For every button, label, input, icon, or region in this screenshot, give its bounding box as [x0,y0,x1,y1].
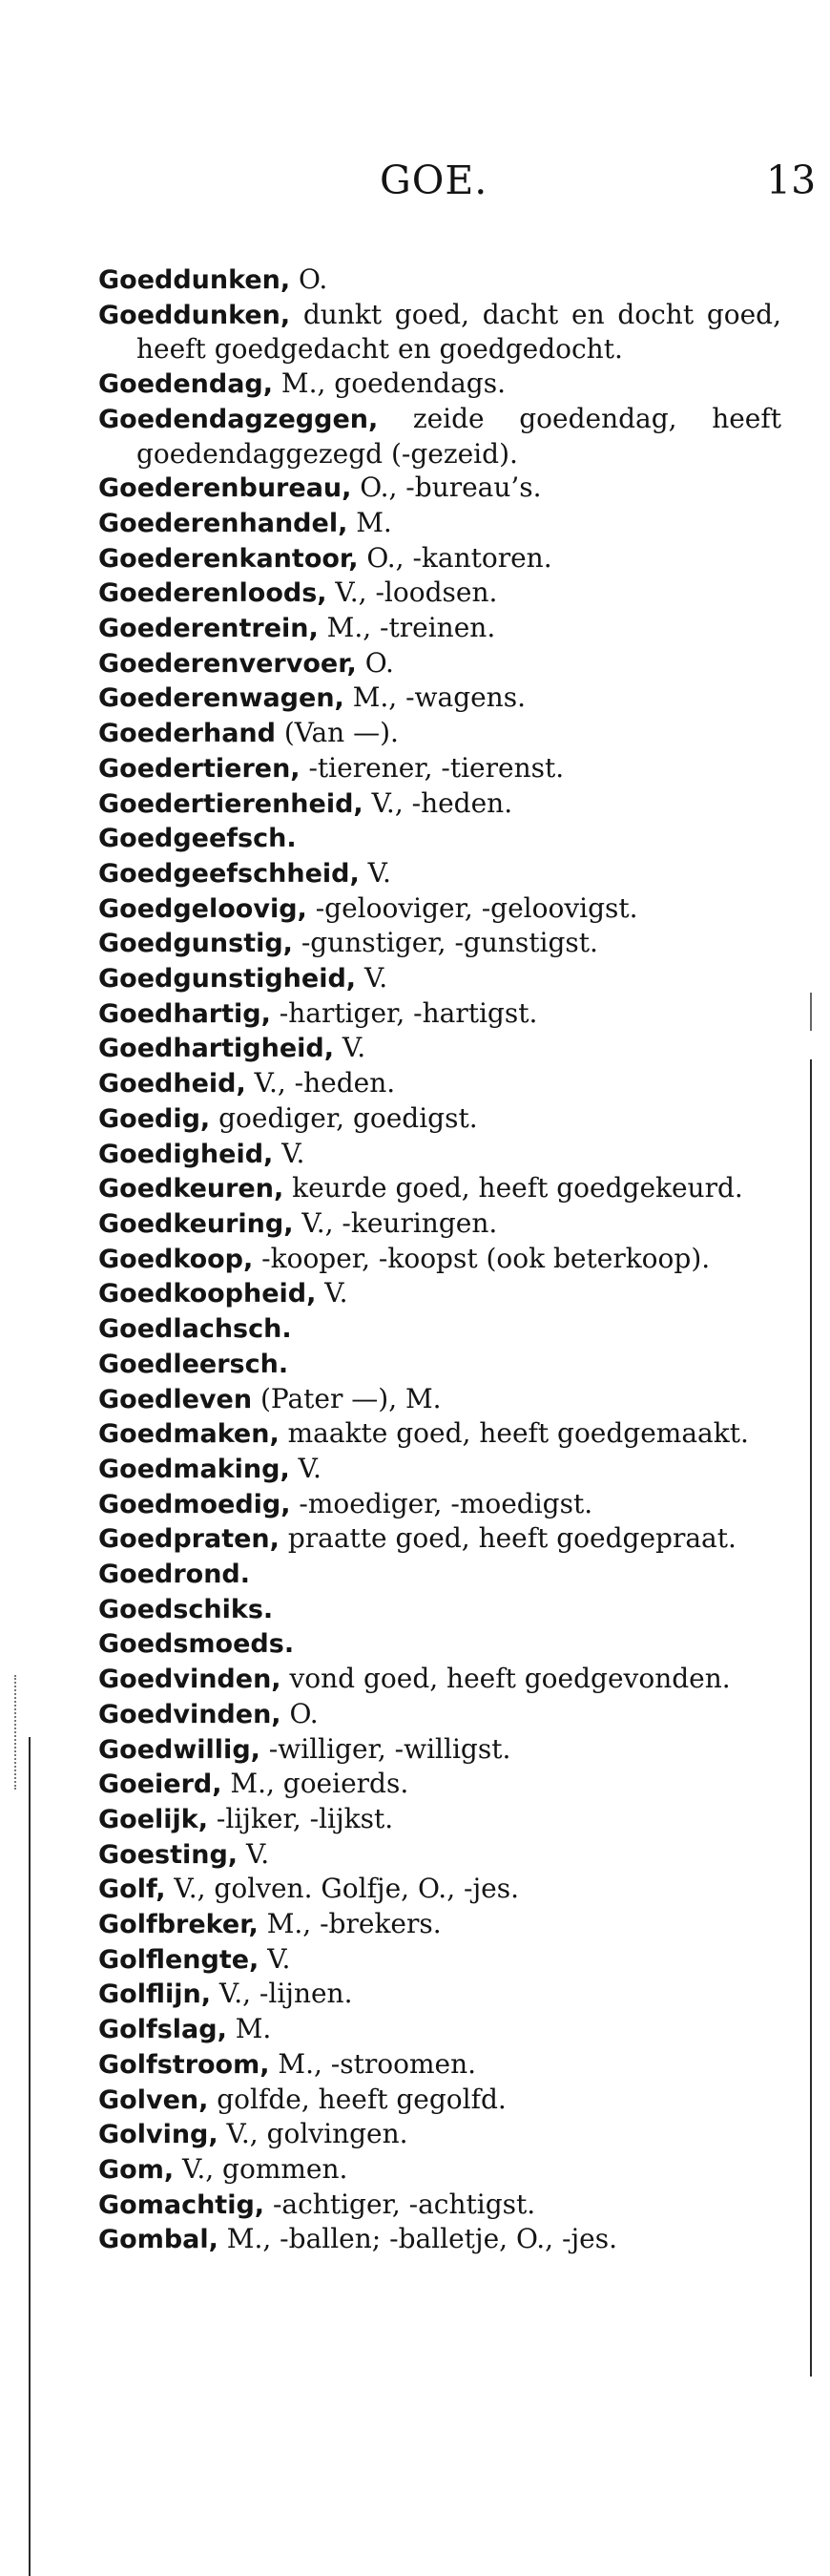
entry-headword: Goedleersch. [98,1349,289,1379]
dictionary-entry [98,1872,781,1907]
entry-definition: -gelooviger, -geloovigst. [306,891,638,924]
entry-headword: Goedmoedig, [98,1489,291,1519]
entry-definition: zeide goedendag, heeft goedendaggezegd (-gezeid). [136,402,781,470]
dictionary-entry [98,891,781,927]
entry-definition: -lijker, -lijkst. [208,1802,394,1834]
entry-headword: Goedigheid, [98,1139,274,1169]
dictionary-entry [98,751,781,786]
dictionary-entry [98,996,781,1032]
dictionary-entry [98,1101,781,1137]
entry-headword: Goedertieren, [98,753,301,784]
entry-definition: M. [226,2013,272,2045]
dictionary-entry [98,1206,781,1242]
dictionary-entry [98,402,781,471]
entry-definition: goediger, goedigst. [210,1101,478,1134]
entry-headword: Goedertierenheid, [98,788,363,819]
dictionary-entry [98,1732,781,1768]
entry-definition: -hartiger, -hartigst. [270,996,538,1029]
dictionary-entry [98,1977,781,2012]
entry-headword: Goederenvervoer, [98,648,357,679]
entry-headword: Goedhartig, [98,998,271,1029]
entry-definition: M., -stroomen. [269,2047,477,2080]
entry-definition: V., -heden. [363,786,513,819]
dictionary-entry [98,681,781,716]
dictionary-entry [98,646,781,681]
entry-headword: Goedvinden, [98,1665,281,1695]
entry-definition: golfde, heeft gegolfd. [208,2083,507,2115]
entry-definition: V. [316,1277,348,1309]
entry-headword: Goedgunstigheid, [98,964,357,995]
entry-definition: O., -bureau’s. [351,471,542,504]
dictionary-entry [98,541,781,576]
entry-headword: Goelijk, [98,1804,209,1834]
entry-headword: Goederenhandel, [98,508,348,538]
entry-definition: -gunstiger, -gunstigst. [292,927,598,959]
entry-definition: M., goeierds. [221,1768,409,1800]
entry-definition: V. [333,1032,366,1064]
entry-headword: Goedgeefschheid, [98,858,360,889]
entry-headword: Golven, [98,2084,209,2115]
entry-headword: Goedhartigheid, [98,1034,334,1064]
entry-definition: vond goed, heeft goedgevonden. [280,1663,731,1695]
entry-headword: Golflijn, [98,1979,211,2010]
entry-definition: praatte goed, heeft goedgepraat. [279,1522,737,1555]
dictionary-entry [98,1416,781,1452]
dictionary-entry [98,2188,781,2223]
entry-definition: V., -loodsen. [326,576,498,609]
entry-headword: Goedpraten, [98,1524,280,1555]
margin-rule-right [810,1059,812,2377]
entry-headword: Goeierd, [98,1770,222,1800]
dictionary-entry [98,1907,781,1942]
entry-headword: Goedkoop, [98,1244,254,1274]
entry-headword: Goedgeefsch. [98,824,297,854]
dictionary-entry [98,1837,781,1873]
entry-headword: Goedleven [98,1384,253,1414]
dictionary-entry [98,262,781,298]
entry-headword: Gom, [98,2154,175,2185]
dictionary-entry [98,1171,781,1206]
dictionary-entry [98,1942,781,1978]
entry-headword: Goedkeuren, [98,1174,284,1204]
entry-definition: maakte goed, heeft goedgemaakt. [279,1417,749,1450]
margin-rule-right-top [810,993,812,1031]
dictionary-entry [98,2047,781,2083]
entry-definition: -williger, -willigst. [259,1732,511,1765]
entry-definition: -moediger, -moedigst. [290,1487,593,1519]
entry-definition: V. [259,1942,291,1975]
dictionary-entry [98,716,781,751]
entry-headword: Goedgunstig, [98,929,293,959]
entry-definition: V., golvingen. [218,2118,408,2150]
entry-headword: Goedig, [98,1103,211,1134]
entry-headword: Goedsmoeds. [98,1629,295,1660]
dictionary-entry [98,1802,781,1837]
entry-headword: Golf, [98,1874,166,1905]
dictionary-entry [98,1031,781,1066]
entry-headword: Goedkeuring, [98,1208,294,1239]
entry-headword: Goederentrein, [98,614,319,644]
entry-headword: Goedendag, [98,369,274,400]
entry-headword: Goeddunken, [98,265,291,295]
entry-definition: V., gommen. [174,2152,348,2185]
dictionary-entry [98,2222,781,2257]
entry-definition: O., -kantoren. [358,541,552,574]
dictionary-entry [98,1311,781,1347]
dictionary-entry [98,471,781,506]
page-header [0,157,830,215]
entry-headword: Goedheid, [98,1069,246,1100]
entry-definition: V., -heden. [245,1067,396,1100]
entry-definition: V. [273,1137,305,1169]
dictionary-entry [98,961,781,996]
entry-definition: M., goedendags. [273,367,506,400]
entry-definition: M. [347,506,392,538]
entry-headword: Goedendagzeggen, [98,404,379,434]
entry-headword: Goederhand [98,719,276,749]
entry-headword: Goederenwagen, [98,683,344,714]
entry-headword: Goederenkantoor, [98,543,359,574]
entry-headword: Goedkoopheid, [98,1279,317,1309]
entry-headword: Gomachtig, [98,2189,265,2220]
entry-definition: M., -ballen; -balletje, O., -jes. [218,2223,617,2255]
entry-definition: V. [238,1837,270,1870]
entry-headword: Goedlachsch. [98,1314,292,1345]
dictionary-entry [98,1521,781,1557]
entry-definition: V. [289,1452,322,1484]
entry-definition: V., golven. Golfje, O., -jes. [165,1873,519,1905]
dictionary-entry [98,1382,781,1417]
entry-headword: Goedwillig, [98,1734,260,1765]
dictionary-entry [98,2117,781,2152]
dictionary-entry [98,1767,781,1802]
dictionary-entry [98,1347,781,1382]
dictionary-entry [98,786,781,822]
entry-definition: O. [356,646,394,679]
dictionary-entry [98,1066,781,1101]
entry-definition: dunkt goed, dacht en docht goed, heeft goedgedacht en goedgedocht. [136,298,781,366]
dictionary-entry [98,1487,781,1522]
entry-headword: Goedmaken, [98,1419,280,1450]
entry-definition: V., -lijnen. [210,1978,353,2010]
entry-headword: Golfbreker, [98,1910,259,1940]
dictionary-entry [98,1697,781,1732]
dictionary-entry [98,1662,781,1697]
entry-definition: keurde goed, heeft goedgekeurd. [283,1172,743,1204]
dictionary-entry [98,926,781,961]
margin-rule-left [29,1737,31,2576]
entry-definition: V., -keuringen. [293,1206,498,1239]
entry-definition: V. [356,962,388,995]
dictionary-entry [98,1452,781,1487]
entry-headword: Goedvinden, [98,1699,281,1729]
dictionary-entry [98,856,781,891]
dictionary-entry [98,2012,781,2047]
entry-headword: Golflengte, [98,1944,259,1975]
entry-headword: Golving, [98,2120,218,2150]
dictionary-entry [98,1242,781,1277]
entry-headword: Goesting, [98,1839,239,1870]
entry-headword: Goedrond. [98,1560,251,1590]
entry-definition: M., -brekers. [258,1908,442,1940]
dictionary-entry [98,1626,781,1662]
dictionary-entry [98,1276,781,1311]
entry-definition: -tierener, -tierenst. [300,751,565,784]
entry-definition: M., -wagens. [343,681,526,714]
entry-definition: (Pater —), M. [252,1382,442,1414]
entry-headword: Goedgeloovig, [98,893,307,924]
entry-headword: Golfstroom, [98,2049,270,2080]
margin-dotted-line [14,1675,17,1790]
entry-definition: -kooper, -koopst (ook beterkoop). [253,1242,711,1274]
entry-definition: (Van —). [275,717,399,749]
dictionary-entry [98,2083,781,2118]
entry-headword: Golfslag, [98,2015,227,2045]
entry-headword: Goederenloods, [98,578,327,609]
dictionary-entry [98,611,781,646]
entry-headword: Goedschiks. [98,1594,274,1624]
dictionary-entry [98,821,781,856]
dictionary-entry [98,367,781,402]
dictionary-entry [98,1592,781,1627]
dictionary-entry [98,1557,781,1592]
entry-definition: -achtiger, -achtigst. [264,2188,536,2220]
running-head: GOE. [380,157,488,203]
entry-definition: M., -treinen. [318,612,496,644]
entry-definition: O. [290,263,328,295]
page-number: 13 [766,157,817,203]
dictionary-entries [98,262,781,2257]
entry-definition: O. [280,1697,319,1729]
dictionary-entry [98,2152,781,2188]
entry-headword: Gombal, [98,2225,218,2255]
entry-definition: V. [359,856,391,889]
dictionary-entry [98,1137,781,1172]
entry-headword: Goedmaking, [98,1454,290,1484]
entry-headword: Goederenbureau, [98,473,352,504]
dictionary-entry [98,298,781,367]
entry-headword: Goeddunken, [98,300,291,330]
dictionary-entry [98,506,781,541]
dictionary-entry [98,576,781,611]
